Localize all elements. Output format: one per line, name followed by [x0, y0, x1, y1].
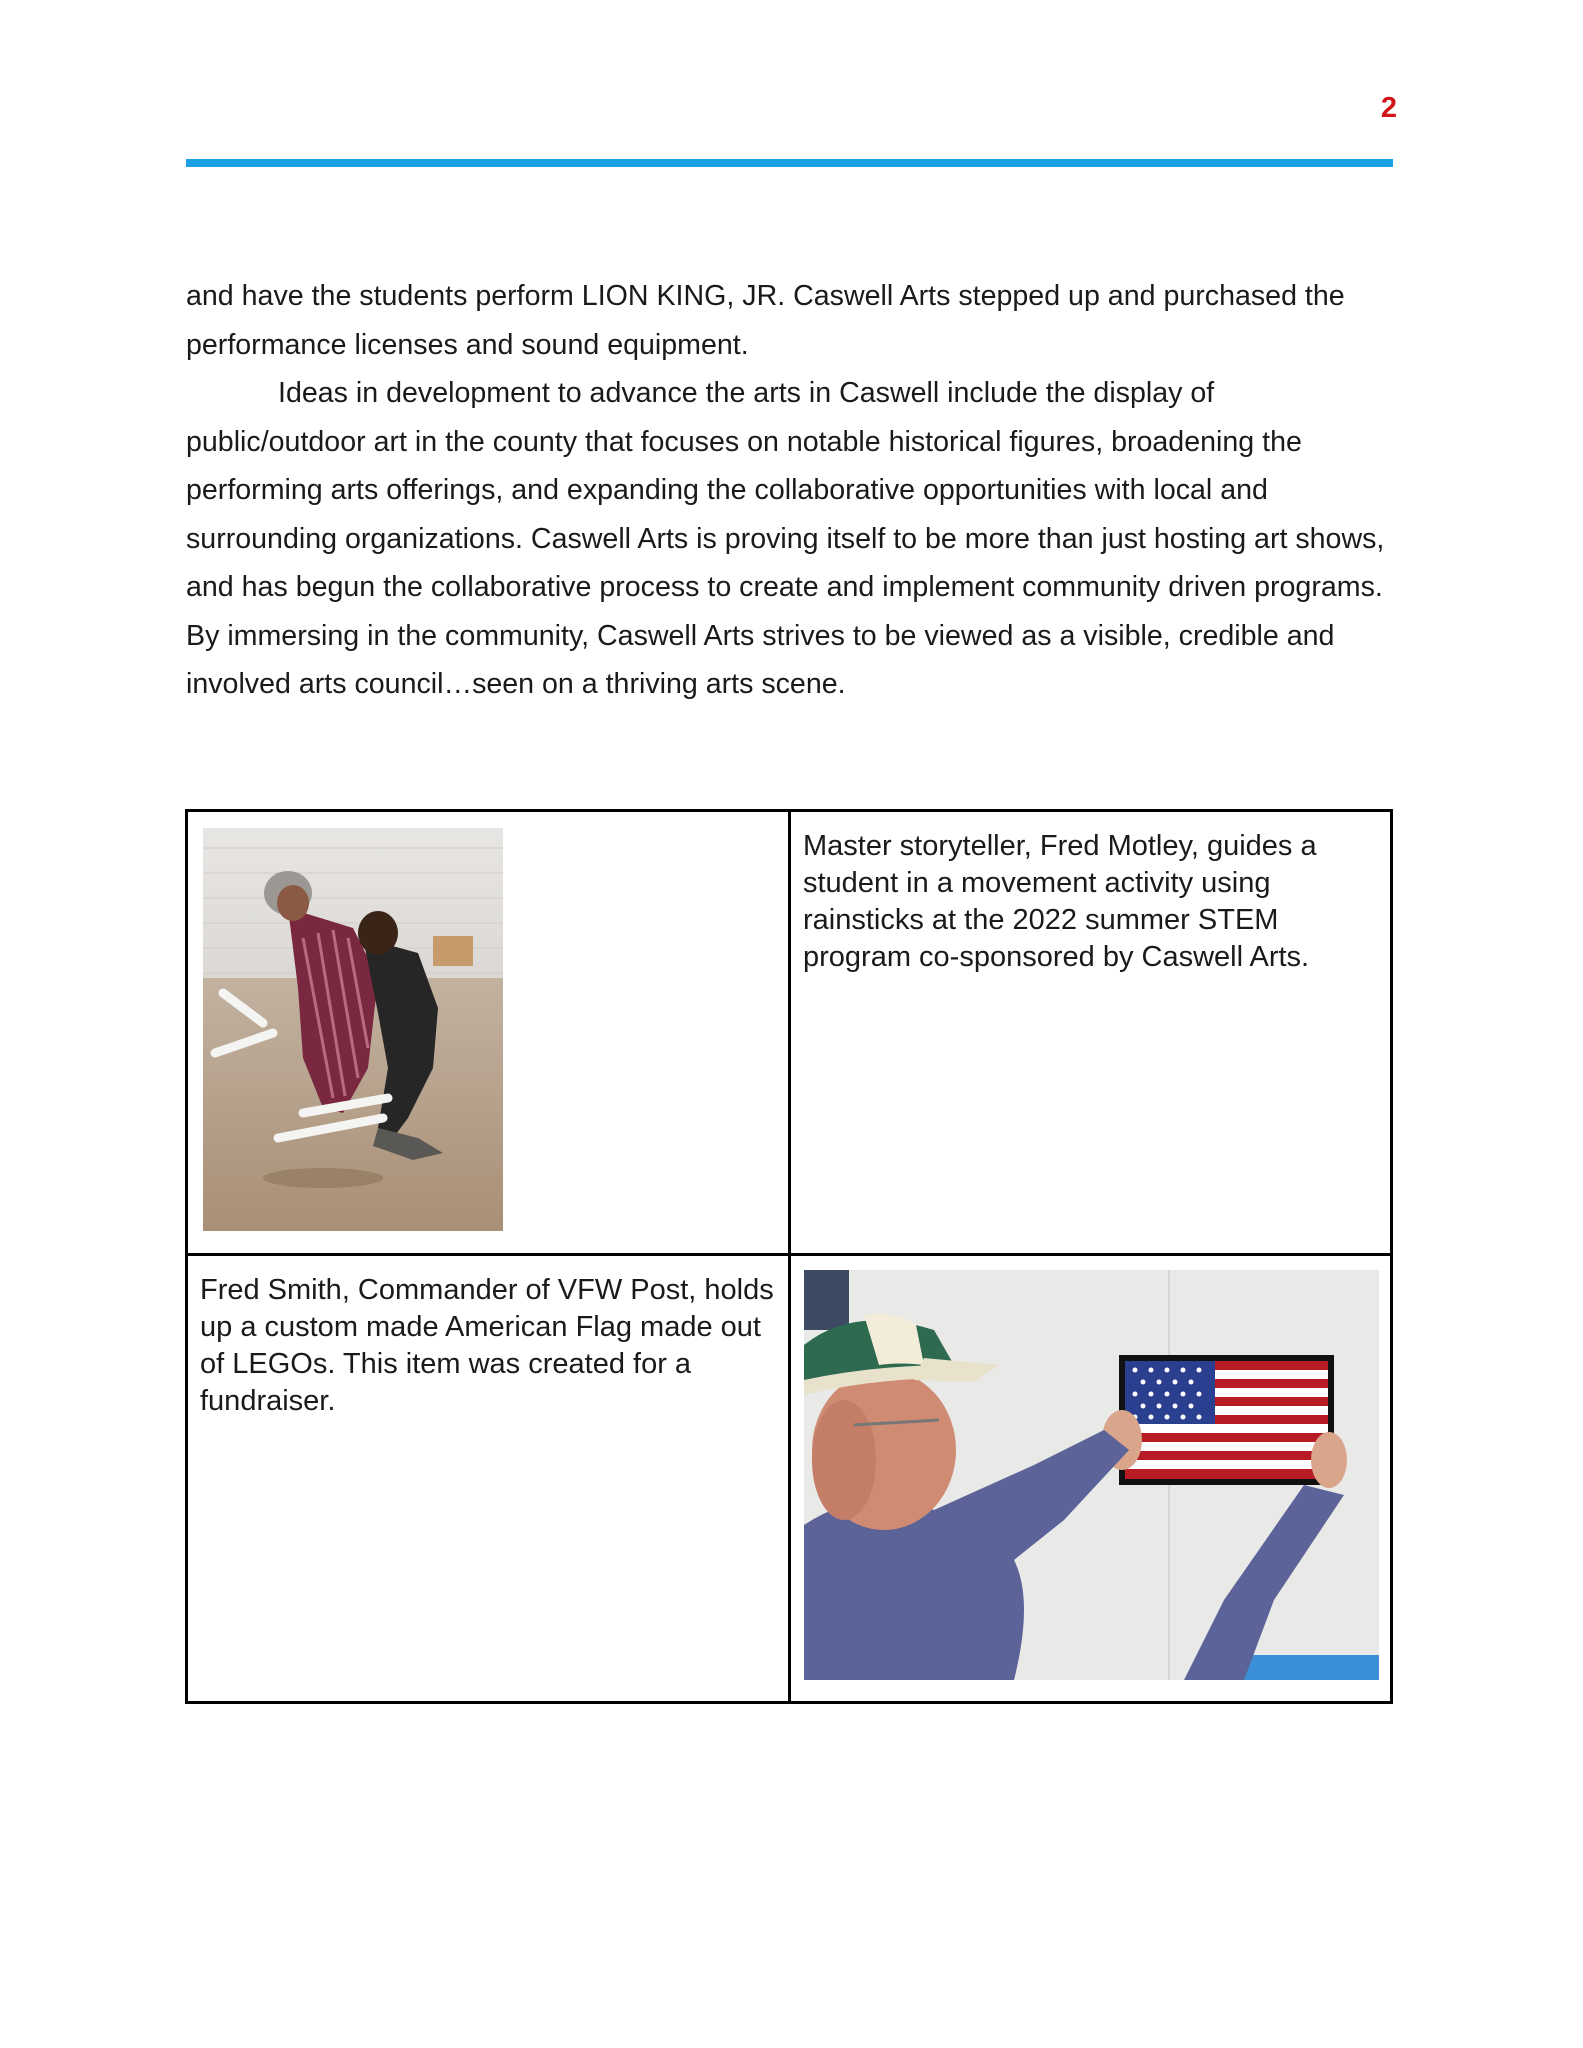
body-text: [186, 272, 1396, 709]
caption-cell-flag: [188, 1256, 791, 1701]
caption-storyteller: Master storyteller, Fred Motley, guides a student in a movement activity using rainsticks at the 2022 summer STEM program co-sponsored by Caswell Arts.: [803, 830, 1317, 973]
flag-photo: [804, 1270, 1379, 1680]
page-number: 2: [1380, 92, 1397, 124]
photo-table: [185, 809, 1393, 1704]
paragraph-ideas: Ideas in development to advance the arts in Caswell include the display of public/outdoor art in the county that focuses on notable historical figures, broadening the performing arts offerings, and expanding the collaborative opportunities with local and surrounding organizations. Caswell Arts is proving itself to be more than just hosting art shows, and has begun the collaborative process to create and implement community driven programs. By immersing in the community, Caswell Arts strives to be viewed as a visible, credible and involved arts council…seen on a thriving arts scene.: [186, 377, 1385, 700]
photo-cell-flag: [791, 1256, 1390, 1701]
photo-cell-storyteller: [188, 812, 791, 1256]
header-rule: [186, 159, 1393, 167]
caption-cell-storyteller: [791, 812, 1390, 1256]
caption-flag: Fred Smith, Commander of VFW Post, holds up a custom made American Flag made out of LEGOs. This item was created for a fundraiser.: [200, 1274, 774, 1417]
paragraph-continued: and have the students perform LION KING, JR. Caswell Arts stepped up and purchased the performance licenses and sound equipment.: [186, 280, 1345, 361]
storyteller-photo: [203, 828, 503, 1231]
